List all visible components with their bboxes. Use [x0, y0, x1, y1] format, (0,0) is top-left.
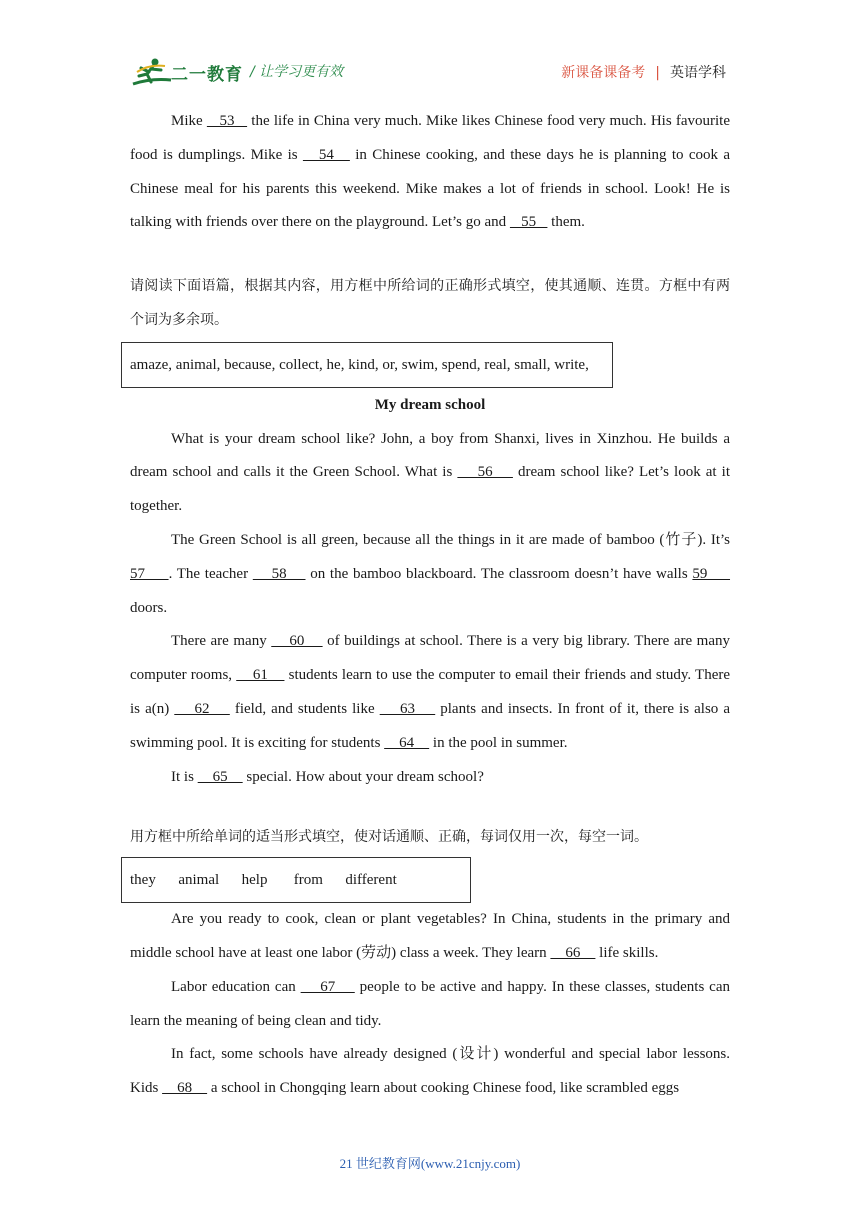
- text: special. How about your dream school?: [242, 768, 484, 785]
- blank-55: 55: [509, 214, 548, 231]
- blank-57: 57: [130, 565, 169, 582]
- blank-65: 65: [197, 768, 243, 785]
- blank-60: 60: [271, 633, 323, 650]
- text: students learn to use the computer to email their friends and study. There is a(n): [130, 667, 731, 717]
- header-separator: |: [655, 65, 660, 81]
- text: The Green School is all green, because all the things in it are made of bamboo (竹子). It’s: [171, 531, 730, 548]
- spacer: [130, 240, 730, 270]
- text: on the bamboo blackboard. The classroom doesn’t have walls: [305, 565, 693, 582]
- blank-59: 59: [692, 565, 731, 582]
- paragraph-dream-4: [130, 761, 730, 795]
- header-subject: [561, 62, 726, 82]
- text: What is your dream school like? John, a boy from Shanxi, lives in Xinzhou. He builds a dream school and calls it the Green School. What is: [130, 430, 730, 481]
- blank-66: 66: [550, 944, 596, 961]
- word-box-2: amaze, animal, because, collect, he, kind, or, swim, spend, real, small, write,: [121, 342, 613, 388]
- blank-64: 64: [384, 734, 430, 751]
- paragraph-labor-2: [130, 971, 730, 1039]
- text: people to be active and happy. In these classes, students can learn the meaning of being clean and tidy.: [130, 978, 730, 1029]
- blank-67: 67: [300, 978, 355, 995]
- text: life skills.: [595, 944, 659, 961]
- text: It is: [171, 768, 198, 785]
- blank-63: 63: [379, 700, 436, 717]
- paragraph-labor-1: [130, 903, 730, 971]
- paragraph-dream-2: [130, 524, 730, 625]
- header-subject-label: 英语学科: [670, 65, 726, 81]
- text: in Chinese cooking, and these days he is planning to cook a Chinese meal for his parents this weekend. Mike makes a lot of friends in school. Look! He is talking with friends over there on the playground. Let’s go and: [130, 146, 730, 231]
- logo-text: 二一教育: [171, 65, 243, 85]
- text: the life in China very much. Mike likes Chinese food very much. His favourite food is dumplings. Mike is: [130, 113, 730, 163]
- paragraph-dream-1: [130, 423, 730, 524]
- text: field, and students like: [229, 700, 380, 717]
- text: of buildings at school. There is a very big library. There are many computer rooms,: [130, 633, 731, 684]
- text: doors.: [130, 599, 168, 616]
- instruction-section-2: 请阅读下面语篇，根据其内容，用方框中所给词的正确形式填空，使其通顺、连贯。方框中有两个词为多余项。: [130, 278, 730, 328]
- instruction-section-3: 用方框中所给单词的适当形式填空，使对话通顺、正确，每词仅用一次，每空一词。: [130, 829, 648, 846]
- slogan: / 让学习更有效: [250, 64, 344, 80]
- passage-title: My dream school: [374, 396, 486, 413]
- blank-58: 58: [252, 565, 306, 582]
- document-body: [130, 105, 730, 1106]
- paragraph-mike: [130, 105, 730, 240]
- text: a school in Chongqing learn about cooking Chinese food, like scrambled eggs: [207, 1080, 680, 1097]
- text: them.: [547, 214, 585, 231]
- page-header: [0, 0, 860, 100]
- paragraph-dream-3: [130, 625, 730, 760]
- page-footer: 21 世纪教育网(www.21cnjy.com): [339, 1156, 521, 1171]
- blank-68: 68: [162, 1080, 208, 1097]
- text: Mike: [171, 113, 207, 129]
- word-box-3: they animal help from different: [121, 857, 471, 903]
- text: in the pool in summer.: [429, 734, 568, 751]
- text: dream school like? Let’s look at it together.: [130, 464, 730, 515]
- header-course-label: 新课备课备考: [561, 65, 646, 81]
- blank-53: 53: [206, 113, 248, 129]
- paragraph-labor-3: [130, 1038, 730, 1106]
- text: . The teacher: [168, 565, 253, 582]
- blank-56: 56: [457, 464, 513, 481]
- spacer: [130, 794, 730, 821]
- blank-61: 61: [236, 667, 285, 684]
- text: In fact, some schools have already designed (设计) wonderful and special labor lessons. Kids: [130, 1046, 730, 1097]
- blank-62: 62: [174, 700, 230, 717]
- text: There are many: [171, 633, 272, 650]
- text: plants and insects. In front of it, there is also a swimming pool. It is exciting for students: [130, 700, 731, 751]
- text: Are you ready to cook, clean or plant vegetables? In China, students in the primary and middle school have at least one labor (劳动) class a week. They learn: [130, 911, 730, 961]
- text: Labor education can: [171, 978, 301, 995]
- blank-54: 54: [302, 146, 350, 163]
